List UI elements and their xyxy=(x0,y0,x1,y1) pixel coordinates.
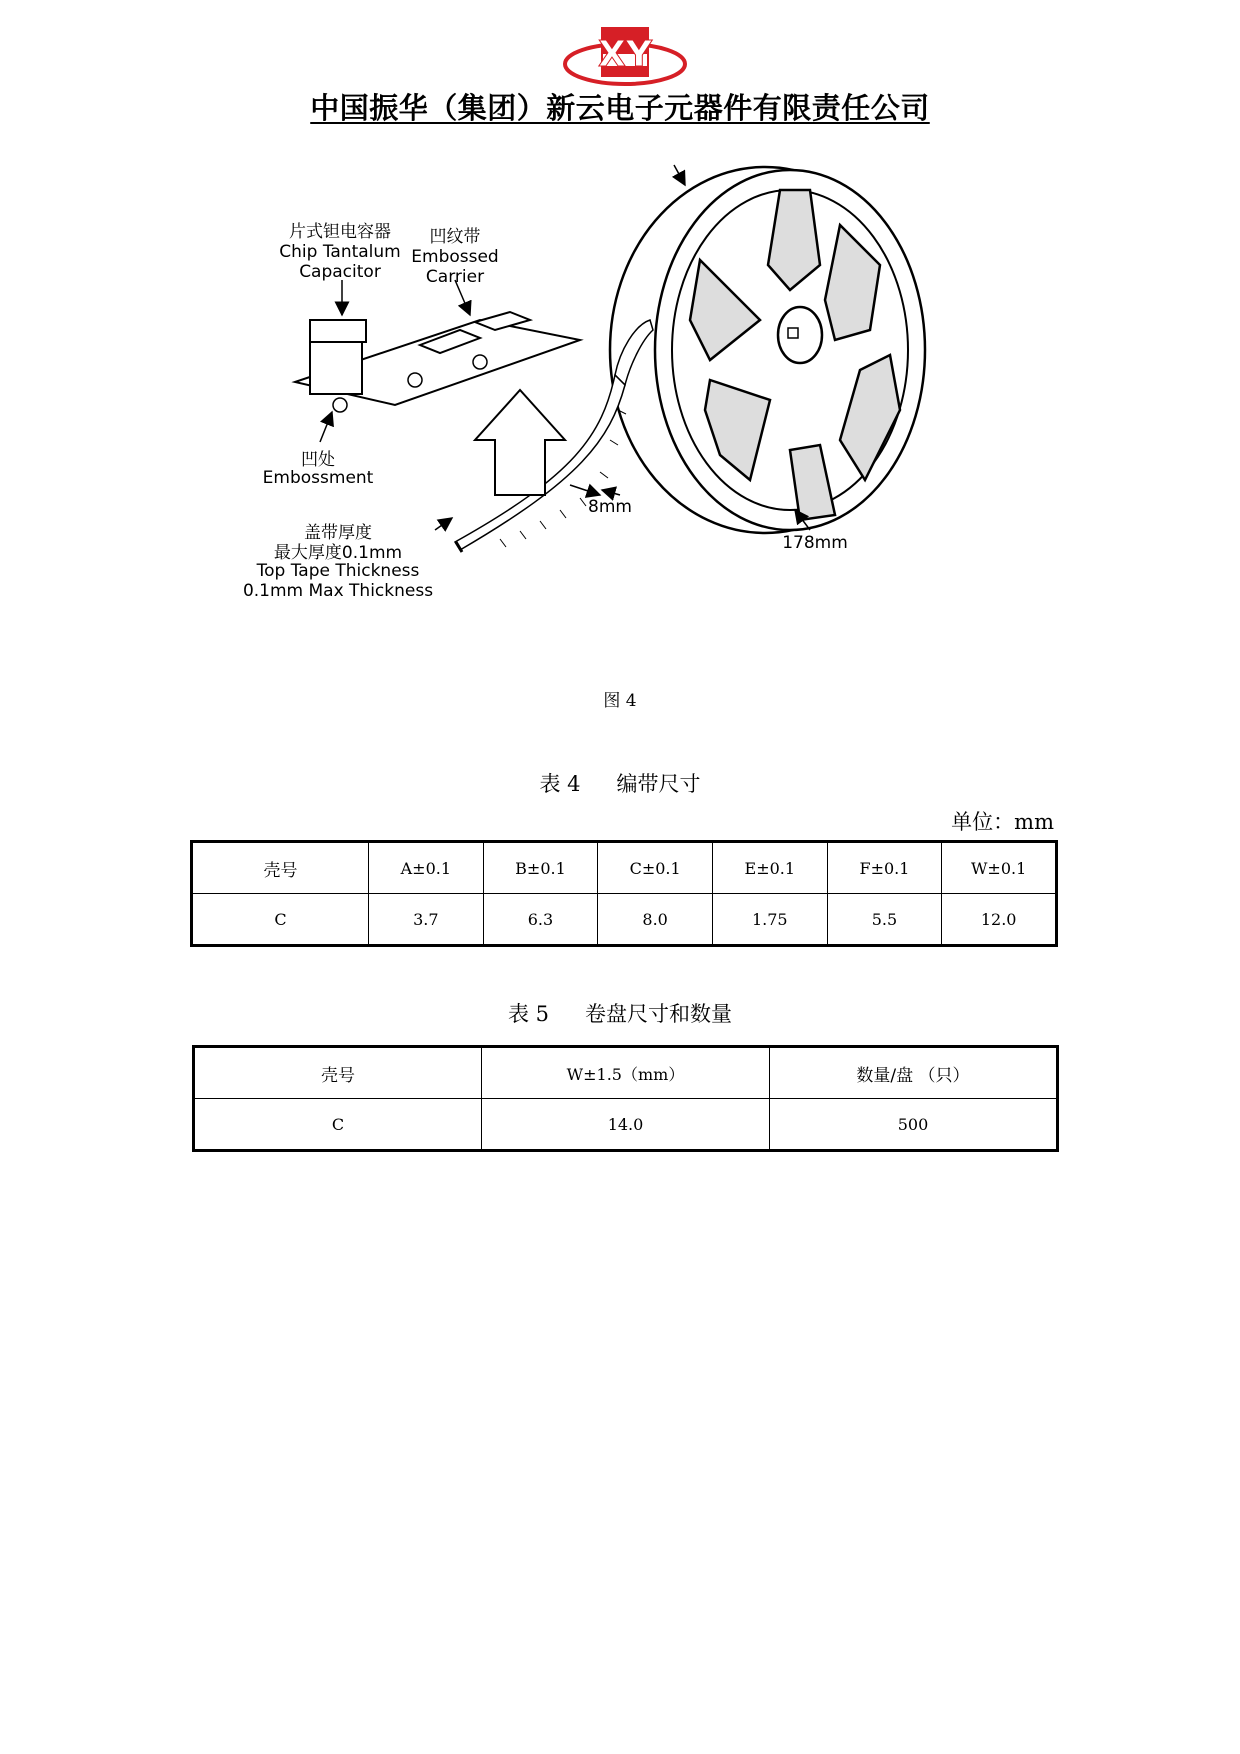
header-a: A±0.1 xyxy=(369,842,484,894)
header-case: 壳号 xyxy=(192,842,369,894)
cell-w: 12.0 xyxy=(942,894,1057,946)
cell-f: 5.5 xyxy=(827,894,942,946)
carrier-label-en2: Carrier xyxy=(425,267,485,287)
chip-label-en2: Capacitor xyxy=(299,262,381,282)
cell-case: C xyxy=(192,894,369,946)
table-row xyxy=(194,1099,1058,1151)
table-row xyxy=(192,894,1057,946)
reel-178mm-label: 178mm xyxy=(782,533,848,553)
company-logo xyxy=(560,20,690,90)
carrier-label-cn: 凹纹带 xyxy=(429,227,481,247)
cell-a: 3.7 xyxy=(369,894,484,946)
table4-title: 表 4 编带尺寸 xyxy=(539,772,701,796)
cell-c: 8.0 xyxy=(598,894,713,946)
figure-caption: 图 4 xyxy=(603,691,637,711)
header-quantity: 数量/盘 （只） xyxy=(770,1047,1058,1099)
header-c: C±0.1 xyxy=(598,842,713,894)
table5-title: 表 5 卷盘尺寸和数量 xyxy=(507,1002,733,1026)
logo-text: XY xyxy=(598,34,652,75)
table-header-row xyxy=(194,1047,1058,1099)
tape-label-cn2: 最大厚度0.1mm xyxy=(273,543,403,563)
reel-quantity-table xyxy=(192,1045,1059,1152)
chip-label-en1: Chip Tantalum xyxy=(279,242,401,262)
cell-case: C xyxy=(194,1099,482,1151)
reel xyxy=(610,167,925,533)
header-width: W±1.5（mm） xyxy=(482,1047,770,1099)
header-f: F±0.1 xyxy=(827,842,942,894)
table-header-row xyxy=(192,842,1057,894)
tape-label-en1: Top Tape Thickness xyxy=(256,561,420,581)
chip-label-cn: 片式钽电容器 xyxy=(289,222,391,242)
cell-quantity: 500 xyxy=(770,1099,1058,1151)
tape-label-en2: 0.1mm Max Thickness xyxy=(242,581,434,601)
cell-b: 6.3 xyxy=(483,894,598,946)
table4-unit: 单位：mm xyxy=(951,810,1054,834)
tape-dimensions-table xyxy=(190,840,1058,947)
emboss-label-cn: 凹处 xyxy=(301,450,335,470)
carrier-label-en1: Embossed xyxy=(411,247,499,267)
header-e: E±0.1 xyxy=(712,842,827,894)
tape-label-cn1: 盖带厚度 xyxy=(304,523,372,543)
company-name: 中国振华（集团）新云电子元器件有限责任公司 xyxy=(310,91,930,125)
width-8mm-label: 8mm xyxy=(588,497,632,517)
header-case: 壳号 xyxy=(194,1047,482,1099)
tape-reel-diagram xyxy=(242,150,980,690)
cell-e: 1.75 xyxy=(712,894,827,946)
cell-width: 14.0 xyxy=(482,1099,770,1151)
header-b: B±0.1 xyxy=(483,842,598,894)
emboss-label-en: Embossment xyxy=(262,468,374,488)
header-w: W±0.1 xyxy=(942,842,1057,894)
